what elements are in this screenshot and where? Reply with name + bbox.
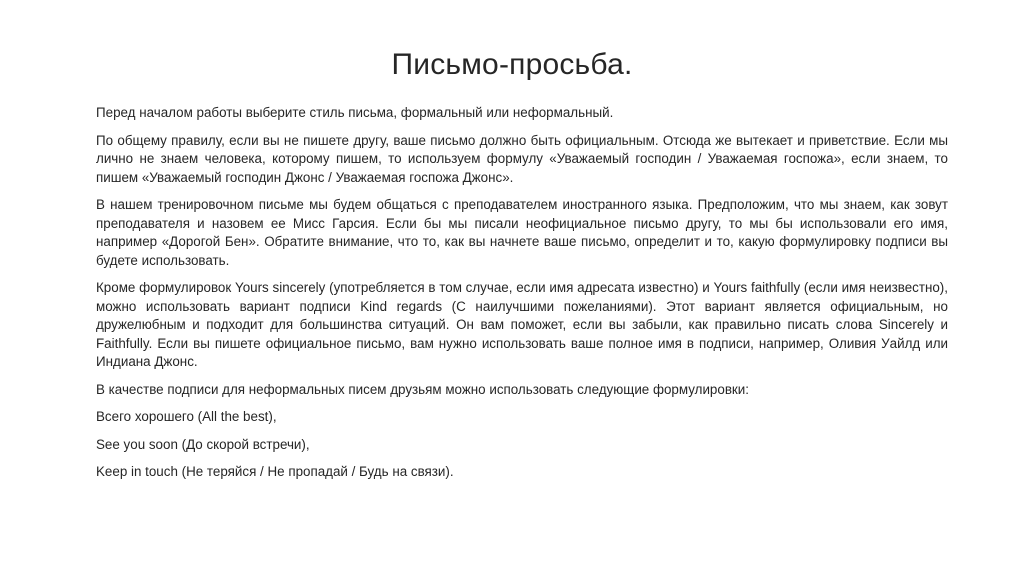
list-item-see-you-soon: See you soon (До скорой встречи), xyxy=(96,436,310,452)
slide-title: Письмо-просьба. xyxy=(391,48,633,81)
paragraph-training-letter: В нашем тренировочном письме мы будем общаться с преподавателем иностранного языка. Предположим, что мы знаем, как зовут преподавателя и назовем ее Мисс Гарсия. Если бы мы писали неофициальное письмо другу, то мы бы использовали его имя, например «Дорогой Бен». Обратите внимание, что то, как вы начнете ваше письмо, определит и то, какую формулировку подписи вы будете использовать. xyxy=(96,197,948,268)
slide-body xyxy=(96,104,948,491)
paragraph-sign-off-formulas: Кроме формулировок Yours sincerely (употребляется в том случае, если имя адресата известно) и Yours faithfully (если имя неизвестно), можно использовать вариант подписи Kind regards (С наилучшими пожеланиями). Этот вариант является официальным, но дружелюбным и подходит для большинства ситуаций. Он вам поможет, если вы забыли, как правильно писать слова Sincerely и Faithfully. Если вы пишете официальное письмо, вам нужно использовать ваше полное имя в подписи, например, Оливия Уайлд или Индиана Джонс. xyxy=(96,280,948,369)
paragraph-informal-intro: В качестве подписи для неформальных писем друзьям можно использовать следующие формулировки: xyxy=(96,381,749,397)
list-item-keep-in-touch: Keep in touch (Не теряйся / Не пропадай / Будь на связи). xyxy=(96,464,454,479)
paragraph-general-rule: По общему правилу, если вы не пишете другу, ваше письмо должно быть официальным. Отсюда же вытекает и приветствие. Если мы лично не знаем человека, которому пишем, то используем формулу «Уважаемый господин / Уважаемая госпожа», если знаем, то пишем «Уважаемый господин Джонс / Уважаемая госпожа Джонс». xyxy=(96,132,948,185)
paragraph-style-choice: Перед началом работы выберите стиль письма, формальный или неформальный. xyxy=(96,105,614,120)
list-item-all-the-best: Всего хорошего (All the best), xyxy=(96,409,277,424)
